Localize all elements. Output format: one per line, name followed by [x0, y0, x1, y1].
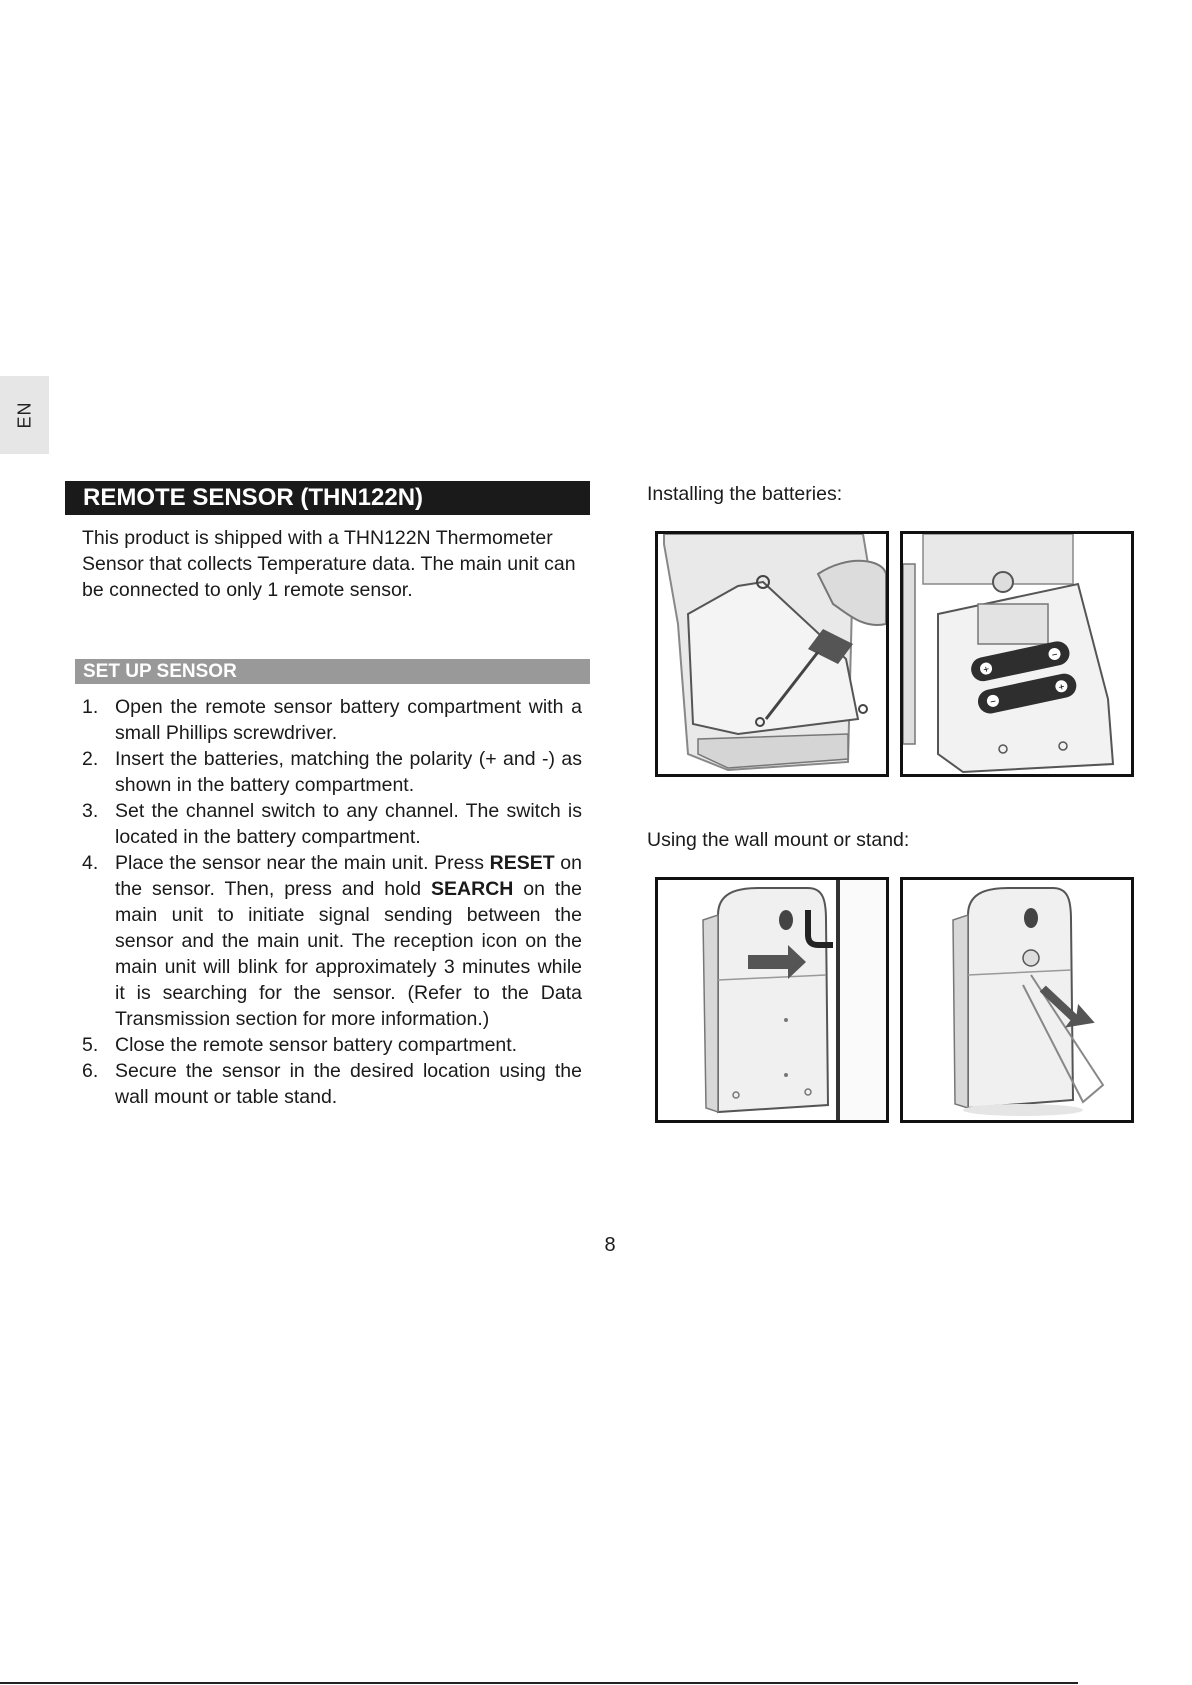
- page-number: 8: [604, 1234, 616, 1256]
- step-number: 2.: [82, 748, 99, 770]
- battery-compartment-illustration: [900, 531, 1134, 777]
- step-number: 1.: [82, 696, 99, 718]
- wall-mount-caption: Using the wall mount or stand:: [647, 829, 910, 851]
- table-stand-illustration: [900, 877, 1134, 1123]
- step-number: 3.: [82, 800, 99, 822]
- svg-text:+: +: [982, 664, 991, 677]
- step-text: on the sensor. Then, press and hold: [115, 852, 582, 900]
- wall-mount-illustration: [655, 877, 889, 1123]
- setup-sensor-heading: SET UP SENSOR: [75, 659, 590, 684]
- step-number: 5.: [82, 1034, 99, 1056]
- step-number: 6.: [82, 1060, 99, 1082]
- step-text: Open the remote sensor battery compartment with a small Phillips screwdriver.: [115, 696, 582, 744]
- screwdriver-illustration: [655, 531, 889, 777]
- setup-step: [82, 1058, 582, 1110]
- step-text: Set the channel switch to any channel. The switch is located in the battery compartment.: [115, 800, 582, 848]
- step-text: Insert the batteries, matching the polarity (+ and -) as shown in the battery compartment.: [115, 748, 582, 796]
- step-text: on the main unit to initiate signal sending between the sensor and the main unit. The reception icon on the main unit will blink for approximately 3 minutes while it is searching for the sensor. (Refer to the Data Transmission section for more information.): [115, 878, 582, 1030]
- installing-batteries-caption: Installing the batteries:: [647, 483, 843, 505]
- intro-paragraph: This product is shipped with a THN122N Thermometer Sensor that collects Temperature data. The main unit can be connected to only 1 remote sensor.: [82, 527, 576, 601]
- setup-step: [82, 850, 582, 1032]
- step-text: Place the sensor near the main unit. Press: [115, 852, 490, 874]
- language-tab: [0, 376, 49, 454]
- step-number: 4.: [82, 852, 99, 874]
- mount-illustrations: [655, 877, 1135, 1121]
- step-keyword: SEARCH: [431, 878, 514, 900]
- step-text: Secure the sensor in the desired location using the wall mount or table stand.: [115, 1060, 582, 1108]
- svg-text:+: +: [1057, 681, 1066, 694]
- bottom-rule: [0, 1682, 1078, 1684]
- section-title: REMOTE SENSOR (THN122N): [65, 481, 590, 515]
- setup-step: [82, 746, 582, 798]
- svg-text:−: −: [1050, 649, 1059, 662]
- setup-step: [82, 1032, 582, 1058]
- setup-step: [82, 694, 582, 746]
- language-label: EN: [14, 401, 34, 429]
- step-keyword: RESET: [489, 852, 555, 874]
- step-text: Close the remote sensor battery compartment.: [115, 1034, 518, 1056]
- setup-step: [82, 798, 582, 850]
- setup-steps-list: [82, 694, 582, 1110]
- left-column: [65, 481, 590, 1110]
- battery-illustrations: [655, 531, 1135, 775]
- svg-text:−: −: [989, 696, 998, 709]
